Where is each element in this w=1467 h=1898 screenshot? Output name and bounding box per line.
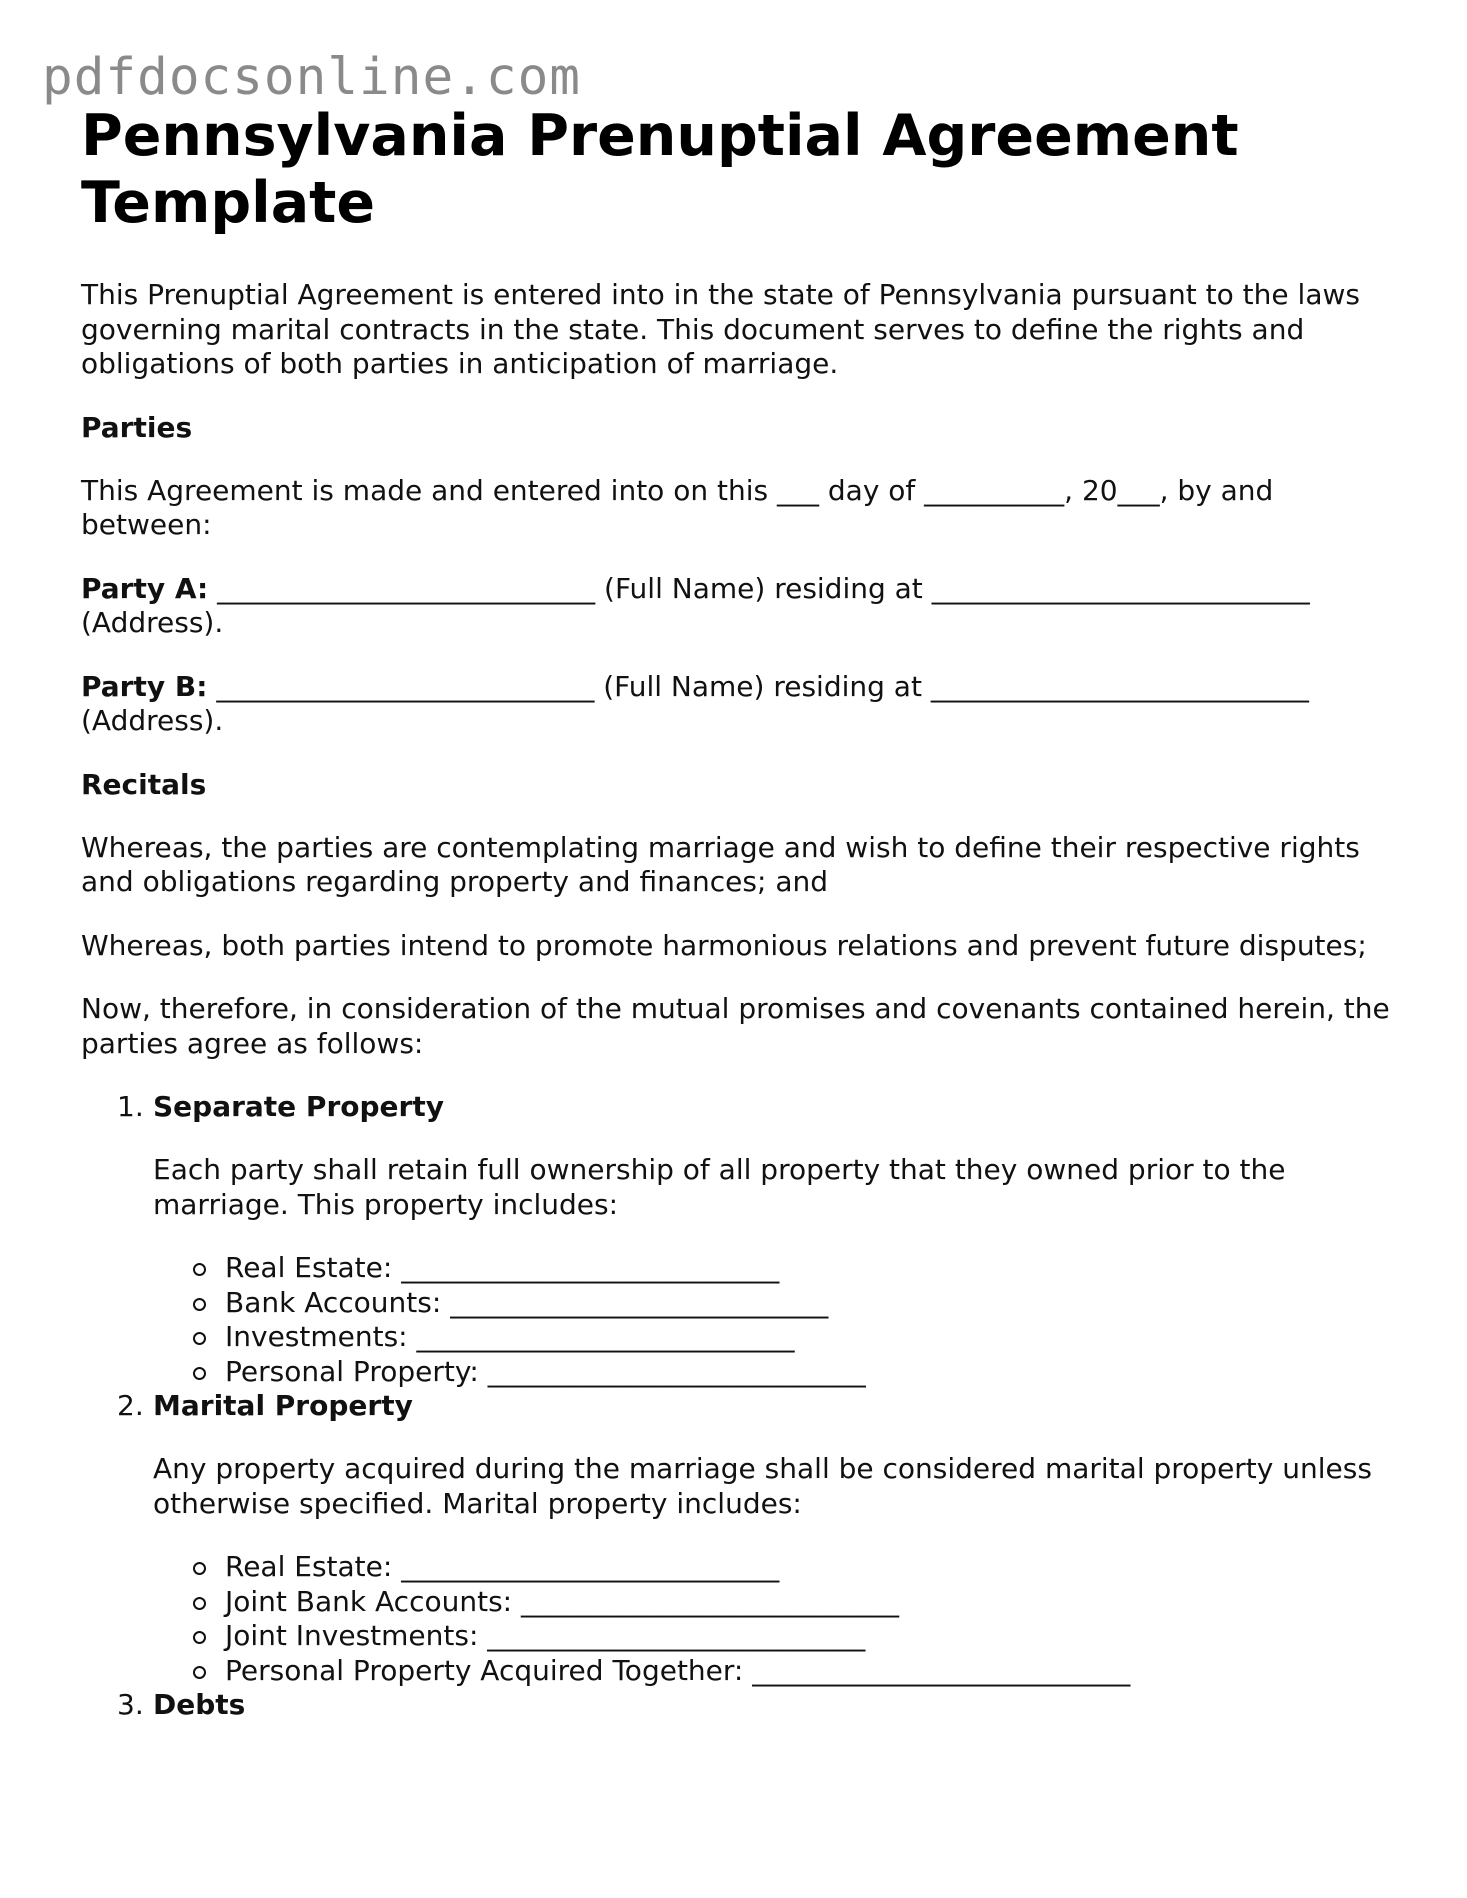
list-item-text: Real Estate: ___________________________: [225, 1550, 780, 1583]
recitals-heading: Recitals: [81, 767, 207, 801]
section-separate-property: [81, 1090, 1401, 1389]
section-title: Separate Property: [153, 1090, 444, 1123]
intro-paragraph: This Prenuptial Agreement is entered into in the state of Pennsylvania pursuant to the laws governing marital contracts in the state. This document serves to define the rights and obligations of both parties in anticipation of marriage.: [81, 278, 1360, 380]
list-item: [153, 1619, 1401, 1654]
party-a-line: [81, 572, 1401, 641]
list-item: [153, 1585, 1401, 1620]
list-item-text: Joint Bank Accounts: ___________________________: [225, 1584, 899, 1618]
section-body: Any property acquired during the marriage shall be considered marital property unless otherwise specified. Marital property includes:: [153, 1452, 1372, 1520]
section-number: 2.: [117, 1389, 144, 1422]
section-title: Debts: [153, 1688, 246, 1721]
list-item-text: Bank Accounts: ___________________________: [225, 1285, 829, 1319]
list-item: [153, 1251, 1401, 1286]
parties-heading: Parties: [81, 410, 193, 444]
list-item: [153, 1654, 1401, 1689]
circle-bullet-icon: [193, 1263, 206, 1276]
list-item: [153, 1550, 1401, 1585]
document-page: [81, 103, 1401, 1722]
list-item: [153, 1320, 1401, 1355]
party-a-label: Party A:: [81, 571, 209, 605]
list-item-text: Personal Property: ___________________________: [225, 1354, 866, 1388]
list-item: [153, 1355, 1401, 1390]
party-b-label: Party B:: [81, 669, 208, 703]
list-item-text: Real Estate: ___________________________: [225, 1251, 780, 1284]
whereas-paragraph-2: Whereas, both parties intend to promote harmonious relations and prevent future disputes;: [81, 928, 1367, 962]
circle-bullet-icon: [193, 1631, 206, 1644]
marital-property-items: [153, 1550, 1401, 1688]
circle-bullet-icon: [193, 1666, 206, 1679]
circle-bullet-icon: [193, 1562, 206, 1575]
separate-property-items: [153, 1251, 1401, 1389]
party-b-line: [81, 670, 1401, 739]
party-a-text: ___________________________ (Full Name) residing at ___________________________ (Address).: [81, 571, 1310, 639]
now-therefore-paragraph: Now, therefore, in consideration of the mutual promises and covenants contained herein, the parties agree as follows:: [81, 992, 1390, 1060]
agreement-date-statement: This Agreement is made and entered into on this ___ day of __________, 20___, by and between:: [81, 473, 1274, 541]
circle-bullet-icon: [193, 1298, 206, 1311]
section-debts: [81, 1688, 1401, 1722]
list-item-text: Joint Investments: ___________________________: [225, 1619, 866, 1652]
circle-bullet-icon: [193, 1367, 206, 1380]
circle-bullet-icon: [193, 1597, 206, 1610]
circle-bullet-icon: [193, 1332, 206, 1345]
section-number: 1.: [117, 1090, 144, 1123]
page-title: Pennsylvania Prenuptial Agreement Template: [81, 103, 1239, 236]
whereas-paragraph-1: Whereas, the parties are contemplating marriage and wish to define their respective rights and obligations regarding property and finances; and: [81, 830, 1360, 898]
list-item: [153, 1286, 1401, 1321]
watermark: pdfdocsonline.com: [42, 48, 581, 107]
section-number: 3.: [117, 1688, 144, 1721]
section-body: Each party shall retain full ownership of all property that they owned prior to the marriage. This property includes:: [153, 1153, 1286, 1221]
list-item-text: Personal Property Acquired Together: ___________________________: [225, 1653, 1131, 1687]
section-title: Marital Property: [153, 1389, 413, 1422]
party-b-text: ___________________________ (Full Name) residing at ___________________________ (Address).: [81, 669, 1309, 737]
section-marital-property: [81, 1389, 1401, 1688]
sections-list: [81, 1090, 1401, 1722]
list-item-text: Investments: ___________________________: [225, 1320, 795, 1353]
